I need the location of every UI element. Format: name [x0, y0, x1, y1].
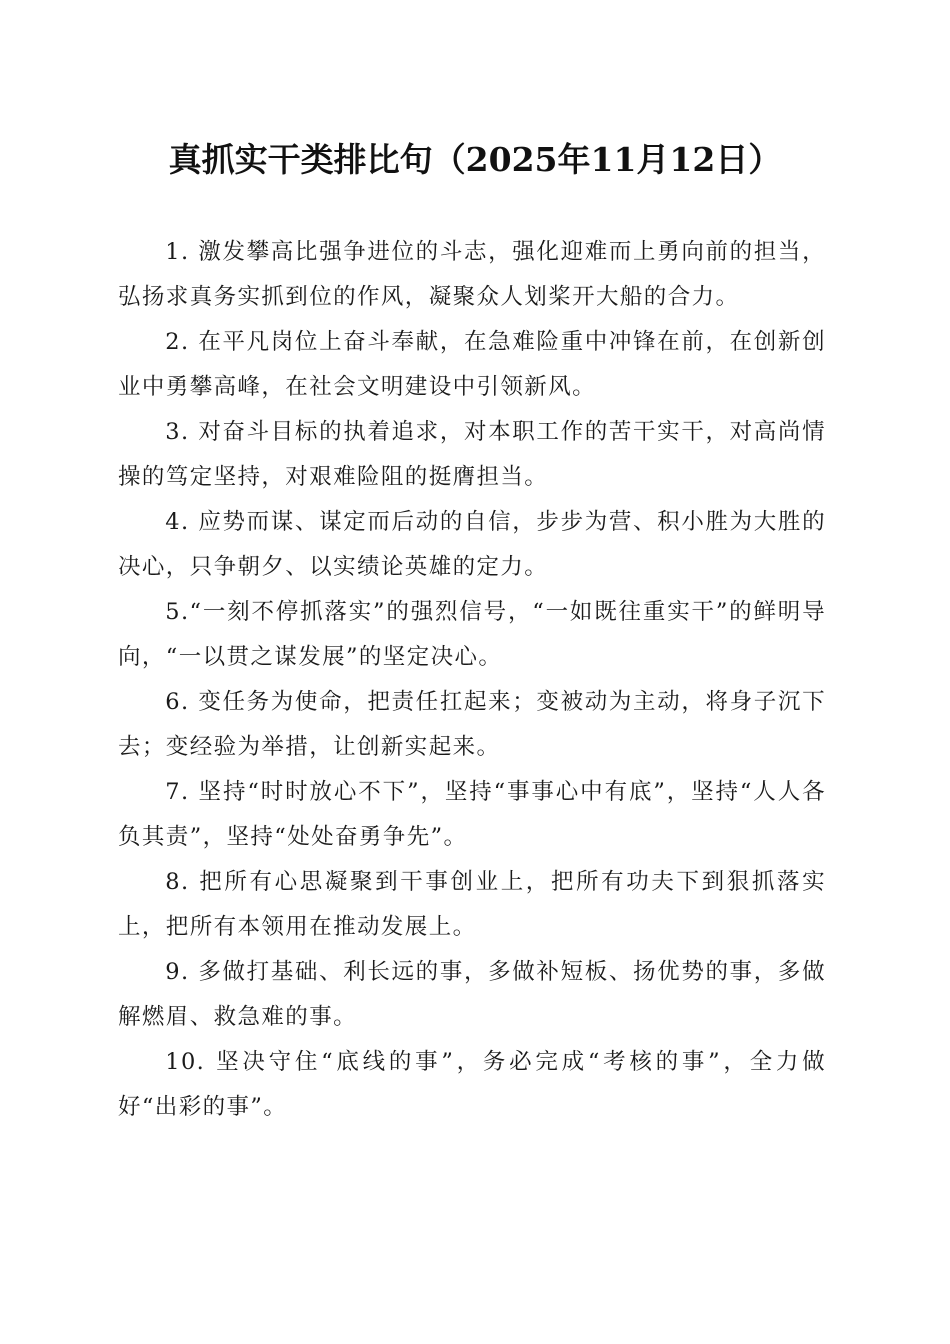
paragraph-5: 5.“一刻不停抓落实”的强烈信号，“一如既往重实干”的鲜明导向，“一以贯之谋发展”的坚定决心。: [118, 599, 826, 670]
paragraph-8: 8. 把所有心思凝聚到干事创业上，把所有功夫下到狠抓落实上，把所有本领用在推动发展上。: [118, 869, 826, 940]
document-body: [118, 230, 826, 1130]
document-title: 真抓实干类排比句（2025年11月12日）: [168, 140, 782, 179]
paragraph-4: 4. 应势而谋、谋定而后动的自信，步步为营、积小胜为大胜的决心，只争朝夕、以实绩论英雄的定力。: [118, 509, 826, 580]
paragraph-9: 9. 多做打基础、利长远的事，多做补短板、扬优势的事，多做解燃眉、救急难的事。: [118, 959, 826, 1030]
paragraph-10: 10. 坚决守住“底线的事”，务必完成“考核的事”，全力做好“出彩的事”。: [118, 1049, 826, 1120]
paragraph-2: 2. 在平凡岗位上奋斗奉献，在急难险重中冲锋在前，在创新创业中勇攀高峰，在社会文明建设中引领新风。: [118, 329, 826, 400]
paragraph-1: 1. 激发攀高比强争进位的斗志，强化迎难而上勇向前的担当，弘扬求真务实抓到位的作风，凝聚众人划桨开大船的合力。: [118, 239, 826, 310]
paragraph-7: 7. 坚持“时时放心不下”，坚持“事事心中有底”，坚持“人人各负其责”，坚持“处处奋勇争先”。: [118, 779, 826, 850]
paragraph-6: 6. 变任务为使命，把责任扛起来；变被动为主动，将身子沉下去；变经验为举措，让创新实起来。: [118, 689, 826, 760]
paragraph-3: 3. 对奋斗目标的执着追求，对本职工作的苦干实干，对高尚情操的笃定坚持，对艰难险阻的挺膺担当。: [118, 419, 826, 490]
